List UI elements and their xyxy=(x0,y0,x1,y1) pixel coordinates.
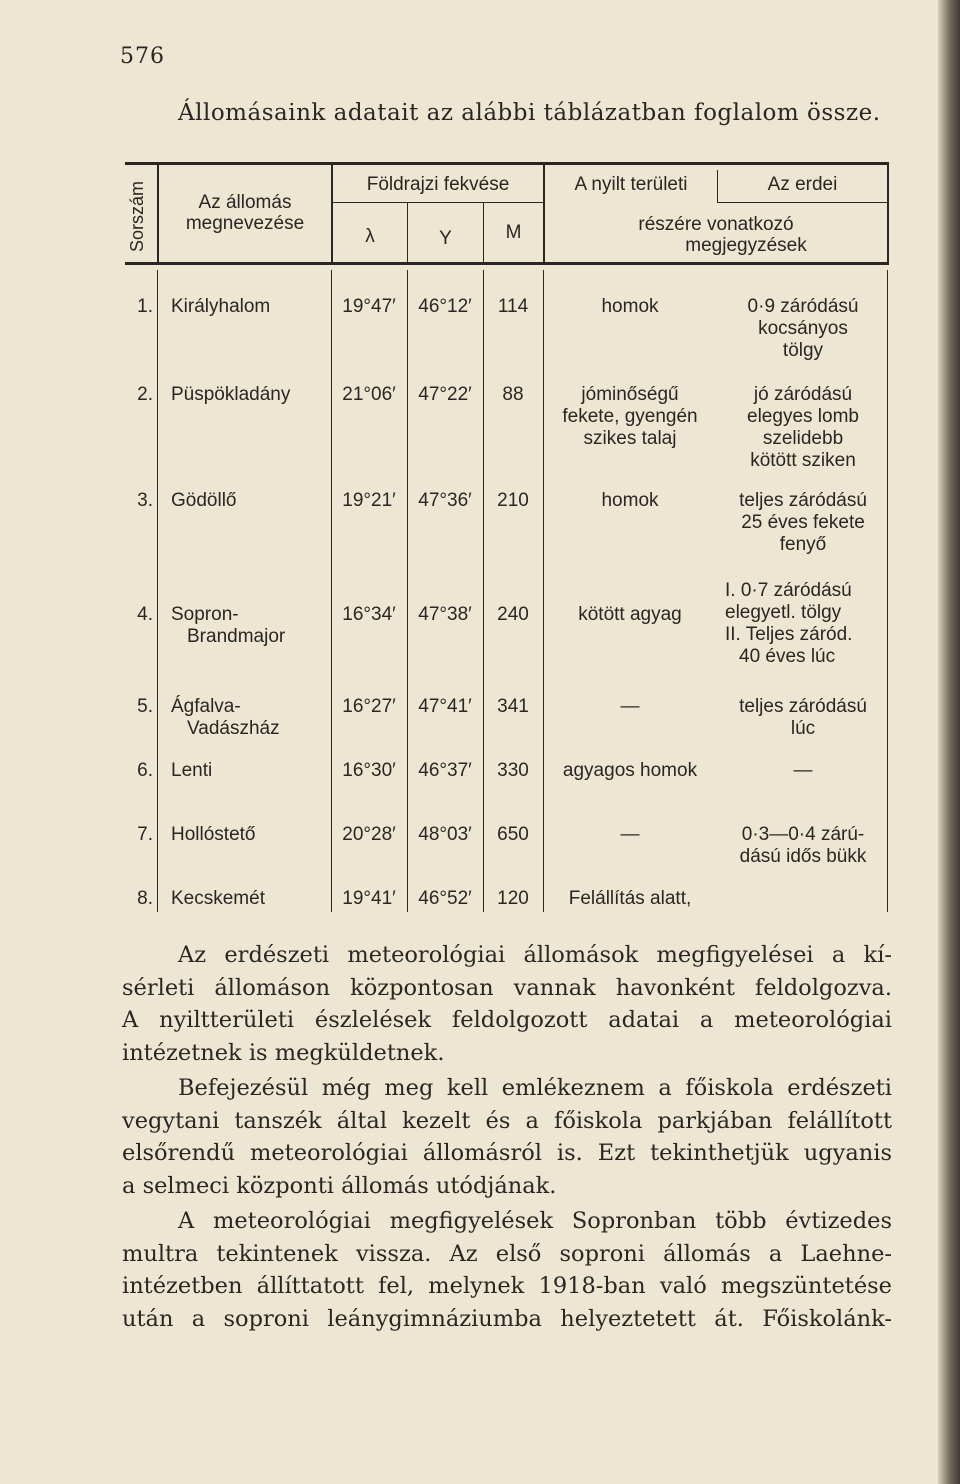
latitude: 47°36′ xyxy=(418,490,472,511)
header-lambda: λ xyxy=(365,226,375,247)
text-line: a selmeci központi állomás utódjának. xyxy=(122,1172,557,1199)
forest-remark-line: teljes záródású xyxy=(739,696,867,717)
station-name: Királyhalom xyxy=(171,296,271,317)
paragraph-2 xyxy=(122,1072,892,1202)
text-line: után a soproni leánygimnáziumba helyeztetett át. Főiskolánk- xyxy=(122,1305,892,1332)
station-name-line: Ágfalva- xyxy=(171,696,241,717)
forest-remark-line: elegyetl. tölgy xyxy=(725,602,842,623)
header-vrule xyxy=(887,162,889,265)
latitude: 46°52′ xyxy=(418,888,472,909)
forest-remark xyxy=(717,696,889,740)
body-vrule xyxy=(407,270,408,912)
text-line: vegytani tanszék által kezelt és a főiskola parkjában felállított xyxy=(122,1107,892,1134)
text-line: Befejezésül még meg kell emlékeznem a főiskola erdészeti xyxy=(178,1075,892,1101)
row-number: 6. xyxy=(137,760,153,781)
station-name: Hollóstető xyxy=(171,824,256,845)
forest-remark-line: lúc xyxy=(790,718,816,739)
paragraph-1 xyxy=(122,939,892,1069)
longitude: 20°28′ xyxy=(342,824,396,845)
row-number: 5. xyxy=(137,696,153,717)
geo-subheader-rule xyxy=(331,202,543,203)
altitude: 120 xyxy=(497,888,529,909)
forest-remark xyxy=(717,296,889,362)
forest-remark-line: elegyes lomb xyxy=(747,406,859,427)
altitude: 341 xyxy=(497,696,529,717)
text-line: Az erdészeti meteorológiai állomások megfigyelései a kí- xyxy=(178,942,892,968)
latitude: 48°03′ xyxy=(418,824,472,845)
row-number: 8. xyxy=(137,888,153,909)
forest-remark xyxy=(717,384,889,472)
longitude: 16°30′ xyxy=(342,760,396,781)
header-forest: Az erdei xyxy=(767,174,838,195)
forest-remark-line: teljes záródású xyxy=(739,490,867,511)
forest-remark: — xyxy=(793,760,813,781)
latitude: 46°37′ xyxy=(418,760,472,781)
text-line: elsőrendű meteorológiai állomásról is. Ezt tekinthetjük ugyanis xyxy=(122,1140,892,1166)
longitude: 19°47′ xyxy=(342,296,396,317)
forest-remark-line: dású idős bükk xyxy=(739,846,867,867)
open-area-remark: — xyxy=(620,824,640,845)
latitude: 47°22′ xyxy=(418,384,472,405)
body-vrule xyxy=(543,270,544,912)
page-number: 576 xyxy=(120,44,165,69)
station-name-line: Sopron- xyxy=(171,604,239,625)
altitude: 330 xyxy=(497,760,529,781)
open-area-remark xyxy=(543,384,717,450)
station-table xyxy=(125,162,889,912)
forest-remark-line: 40 éves lúc xyxy=(739,646,836,667)
forest-remark-line: kocsányos xyxy=(758,318,848,339)
forest-remark-line: I. 0·7 záródású xyxy=(725,580,852,601)
open-area-remark: — xyxy=(620,696,640,717)
forest-remark-line: II. Teljes záród. xyxy=(725,624,853,645)
forest-remark xyxy=(717,580,889,668)
station-name-line: Vadászház xyxy=(187,718,280,739)
header-remarks xyxy=(545,214,887,256)
header-remarks-line: megjegyzések xyxy=(685,235,807,256)
text-line: A nyiltterületi észlelések feldolgozott adatai a meteorológiai xyxy=(122,1007,892,1033)
header-station-name-line: megnevezése xyxy=(185,213,305,234)
paragraph-3 xyxy=(122,1205,892,1335)
header-m: M xyxy=(505,222,522,243)
forest-remark-line: 0·9 záródású xyxy=(747,296,859,317)
station-name-line: Brandmajor xyxy=(187,626,286,647)
header-station-name-line: Az állomás xyxy=(198,192,292,213)
open-area-remark: kötött agyag xyxy=(578,604,682,625)
row-number: 4. xyxy=(137,604,153,625)
forest-remark-line: 25 éves fekete xyxy=(741,512,865,533)
open-area-remark: Felállítás alatt, xyxy=(568,888,692,909)
open-area-remark: homok xyxy=(601,296,659,317)
header-geo: Földrajzi fekvése xyxy=(366,174,510,195)
intro-sentence: Állomásaink adatait az alábbi táblázatban foglalom össze. xyxy=(178,100,881,126)
longitude: 16°34′ xyxy=(342,604,396,625)
header-remarks-line: részére vonatkozó xyxy=(638,214,794,235)
row-number: 3. xyxy=(137,490,153,511)
station-name: Lenti xyxy=(171,760,213,781)
forest-remark-line: szelidebb xyxy=(762,428,844,449)
altitude: 210 xyxy=(497,490,529,511)
station-name xyxy=(171,604,331,648)
station-name: Gödöllő xyxy=(171,490,237,511)
header-sorszam: Sorszám xyxy=(127,180,147,252)
body-vrule xyxy=(157,270,158,912)
open-area-remark: agyagos homok xyxy=(562,760,698,781)
forest-remark-line: 0·3—0·4 zárú- xyxy=(741,824,865,845)
header-open-area: A nyilt területi xyxy=(574,174,688,195)
row-number: 2. xyxy=(137,384,153,405)
table-top-rule xyxy=(125,162,889,165)
latitude: 47°38′ xyxy=(418,604,472,625)
altitude: 650 xyxy=(497,824,529,845)
open-area-remark: homok xyxy=(601,490,659,511)
header-station-name xyxy=(159,192,331,234)
remarks-subheader-rule xyxy=(717,202,889,203)
longitude: 21°06′ xyxy=(342,384,396,405)
forest-remark xyxy=(717,490,889,556)
text-line: intézetben állíttatott fel, melynek 1918-ban való megszüntetése xyxy=(122,1273,892,1299)
table-header-bottom-rule xyxy=(125,262,889,265)
station-name xyxy=(171,696,331,740)
text-line: multra tekintenek vissza. Az első soproni állomás a Laehne- xyxy=(122,1240,892,1267)
text-line: A meteorológiai megfigyelések Sopronban több évtizedes xyxy=(178,1208,892,1234)
open-area-remark-line: fekete, gyengén xyxy=(562,406,698,427)
body-vrule xyxy=(483,270,484,912)
station-name: Kecskemét xyxy=(171,888,265,909)
forest-remark-line: jó záródású xyxy=(753,384,853,405)
longitude: 16°27′ xyxy=(342,696,396,717)
latitude: 46°12′ xyxy=(418,296,472,317)
body-vrule xyxy=(331,270,332,912)
station-name: Püspökladány xyxy=(171,384,291,405)
longitude: 19°21′ xyxy=(342,490,396,511)
text-line: intézetnek is megküldetnek. xyxy=(122,1039,445,1066)
text-line: sérleti állomáson központosan vannak havonként feldolgozva. xyxy=(122,974,892,1001)
open-area-remark-line: szikes talaj xyxy=(583,428,677,449)
row-number: 1. xyxy=(137,296,153,317)
header-phi: Υ xyxy=(439,228,452,249)
row-number: 7. xyxy=(137,824,153,845)
forest-remark-line: tölgy xyxy=(782,340,824,361)
longitude: 19°41′ xyxy=(342,888,396,909)
latitude: 47°41′ xyxy=(418,696,472,717)
altitude: 88 xyxy=(502,384,524,405)
open-area-remark-line: jóminőségű xyxy=(581,384,679,405)
altitude: 114 xyxy=(497,296,529,317)
forest-remark-line: fenyő xyxy=(779,534,827,555)
book-spine-shadow xyxy=(938,0,960,1484)
forest-remark-line: kötött sziken xyxy=(750,450,856,471)
altitude: 240 xyxy=(497,604,529,625)
forest-remark xyxy=(717,824,889,868)
